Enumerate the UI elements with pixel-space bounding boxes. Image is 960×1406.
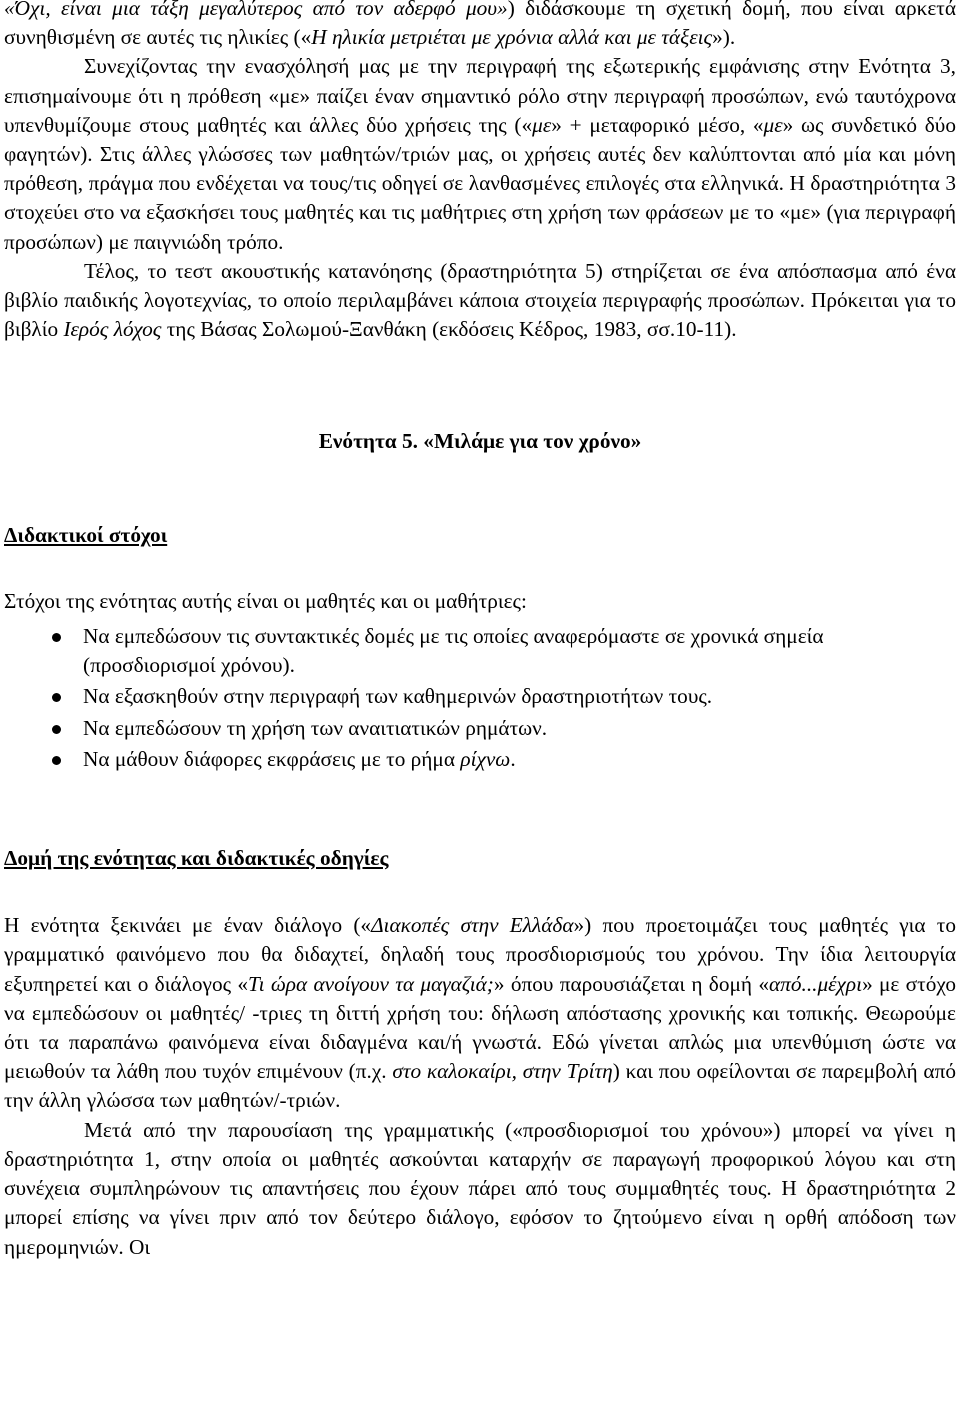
quote-text: Η ηλικία μετριέται με χρόνια αλλά και με τάξεις (311, 25, 713, 50)
bullet-icon (52, 633, 61, 642)
list-item: Να εμπεδώσουν τη χρήση των αναιτιατικών ρημάτων. (4, 714, 956, 743)
objectives-list (4, 622, 956, 774)
bullet-icon (52, 725, 61, 734)
section-title: Ενότητα 5. «Μιλάμε για τον χρόνο» (318, 429, 642, 454)
quote-text: «Όχι, είναι μια τάξη μεγαλύτερος από τον αδερφό μου» (4, 0, 508, 20)
list-item: Να εξασκηθούν στην περιγραφή των καθημερινών δραστηριοτήτων τους. (4, 682, 956, 711)
body-paragraph: Η ενότητα ξεκινάει με έναν διάλογο («Διακοπές στην Ελλάδα») που προετοιμάζει τους μαθητές για το γραμματικό φαινόμενο που θα διδαχτεί, δηλαδή τους προσδιορισμούς του χρόνου. Την ίδια λειτουργία εξυπηρετεί και ο διάλογος «Τι ώρα ανοίγουν τα μαγαζιά;» όπου παρουσιάζεται η δομή «από...μέχρι» με στόχο να εμπεδώσουν οι μαθητές/ -τριες τη διττή χρήση του: δήλωση απόστασης χρονικής και τοπικής. Θεωρούμε ότι τα παραπάνω φαινόμενα είναι διδαγμένα και/ή γνωστά. Εδώ γίνεται απλώς μια υπενθύμιση ώστε να μειωθούν τα λάθη που τυχόν επιμένουν (π.χ. στο καλοκαίρι, στην Τρίτη) και που οφείλονται σε παρεμβολή από την άλλη γλώσσα των μαθητών/-τριών. (4, 913, 956, 1113)
list-item: Να μάθουν διάφορες εκφράσεις με το ρήμα ρίχνω. (4, 745, 956, 774)
structure-heading: Δομή της ενότητας και διδακτικές οδηγίες (4, 846, 389, 871)
objectives-heading: Διδακτικοί στόχοι (4, 522, 168, 547)
body-paragraph: Μετά από την παρουσίαση της γραμματικής («προσδιορισμοί του χρόνου») μπορεί να γίνει η δραστηριότητα 1, στην οποία οι μαθητές ασκούνται καταρχήν σε παραγωγή προφορικού λόγου και στη συνέχεια συμπληρώνουν τις απαντήσεις που έχουν πάρει από τους συμμαθητές τους. Η δραστηριότητα 2 μπορεί επίσης να γίνει πριν από τον δεύτερο διάλογο, εφόσον το ζητούμενο είναι η ορθή απόδοση των ημερομηνιών. Οι (4, 1117, 956, 1259)
list-item: Να εμπεδώσουν τις συντακτικές δομές με τις οποίες αναφερόμαστε σε χρονικά σημεία (προσδιορισμοί χρόνου). (4, 622, 956, 680)
continuation-paragraph: «Όχι, είναι μια τάξη μεγαλύτερος από τον αδερφό μου») διδάσκουμε τη σχετική δομή, που είναι αρκετά συνηθισμένη σε αυτές τις ηλικίες («Η ηλικία μετριέται με χρόνια αλλά και με τάξεις»). (4, 0, 956, 52)
body-paragraph: Συνεχίζοντας την ενασχόλησή μας με την περιγραφή της εξωτερικής εμφάνισης στην Ενότητα 3, επισημαίνουμε ότι η πρόθεση «με» παίζει έναν σημαντικό ρόλο στην περιγραφή προσώπων, ενώ ταυτόχρονα υπενθυμίζουμε στους μαθητές και άλλες δύο χρήσεις της («με» + μεταφορικό μέσο, «με» ως συνδετικό δύο φαγητών). Στις άλλες γλώσσες των μαθητών/τριών μας, οι χρήσεις αυτές δεν καλύπτονται από μία και μόνη πρόθεση, πράγμα που ενδέχεται να τους/τις οδηγεί σε λανθασμένες επιλογές στα ελληνικά. Η δραστηριότητα 3 στοχεύει στο να εξασκήσει τους μαθητές και τις μαθήτριες στη χρήση των φράσεων με το «με» (για περιγραφή προσώπων) με παιγνιώδη τρόπο. (4, 54, 956, 254)
book-title: Ιερός λόχος (63, 317, 162, 342)
bullet-icon (52, 756, 61, 765)
body-paragraph: Τέλος, το τεστ ακουστικής κατανόησης (δραστηριότητα 5) στηρίζεται σε ένα απόσπασμα από ένα βιβλίο παιδικής λογοτεχνίας, το οποίο περιλαμβάνει κάποια στοιχεία περιγραφής προσώπων. Πρόκειται για το βιβλίο Ιερός λόχος της Βάσας Σολωμού-Ξανθάκη (εκδόσεις Κέδρος, 1983, σσ.10-11). (4, 258, 956, 342)
objectives-intro: Στόχοι της ενότητας αυτής είναι οι μαθητές και οι μαθήτριες: (4, 588, 527, 613)
bullet-icon (52, 693, 61, 702)
document-page (4, 0, 956, 1262)
